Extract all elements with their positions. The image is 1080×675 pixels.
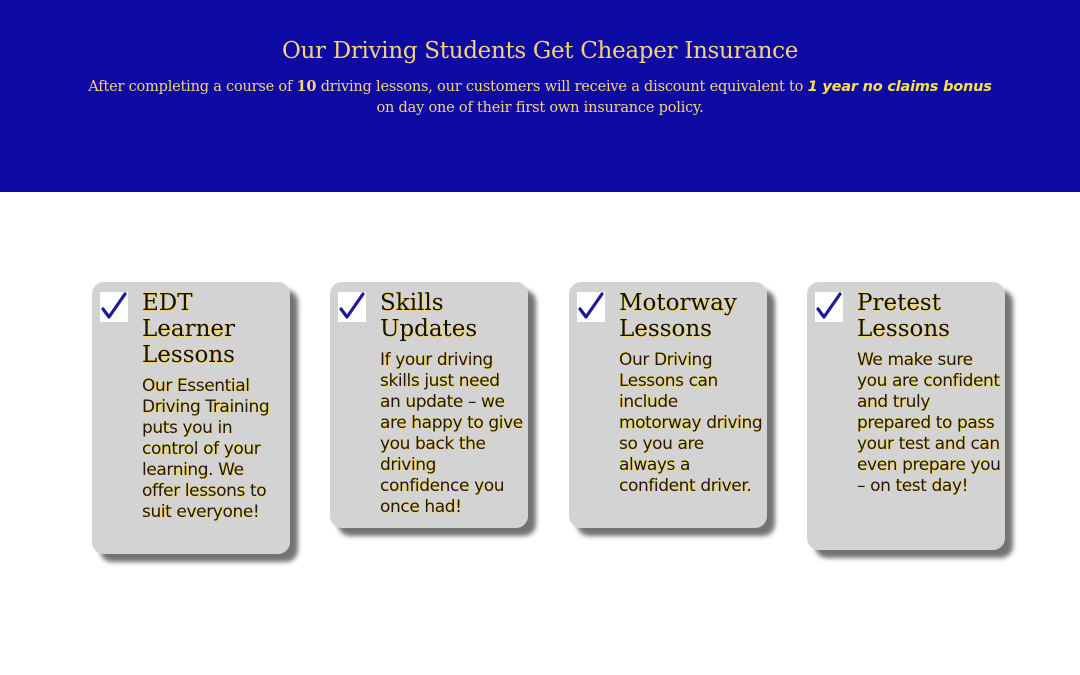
banner-sub-bonus: 1 year no claims bonus (807, 79, 992, 95)
card-title: Skills Updates (380, 290, 478, 342)
card-text: If your driving skills just need an update – we are happy to give you back the driving confidence you once had! (380, 350, 523, 517)
checkmark-icon (815, 292, 843, 322)
banner-subtitle (60, 76, 1020, 119)
card-title: Motorway Lessons (619, 290, 737, 342)
checkmark-icon (100, 292, 128, 322)
card-text: Our Essential Driving Training puts you in control of your learning. We offer lessons to suit everyone! (142, 376, 270, 522)
card-motorway-lessons[interactable] (569, 282, 767, 528)
card-skills-updates[interactable] (330, 282, 528, 528)
banner-sub-before: After completing a course of (88, 79, 297, 95)
checkmark-icon (338, 292, 366, 322)
card-text: Our Driving Lessons can include motorway driving so you are always a confident driver. (619, 350, 763, 496)
checkmark-icon (577, 292, 605, 322)
card-pretest-lessons[interactable] (807, 282, 1005, 550)
banner-title: Our Driving Students Get Cheaper Insurance (281, 38, 799, 64)
card-edt-learner-lessons[interactable] (92, 282, 290, 554)
banner-sub-middle: driving lessons, our customers will receive a discount equivalent to (316, 79, 808, 95)
insurance-banner (0, 0, 1080, 192)
banner-sub-line2: on day one of their first own insurance policy. (376, 100, 704, 116)
banner-sub-count: 10 (296, 78, 317, 95)
card-title: Pretest Lessons (857, 290, 950, 342)
card-text: We make sure you are confident and truly prepared to pass your test and can even prepare you – on test day! (857, 350, 1001, 496)
card-title: EDT Learner Lessons (142, 290, 236, 368)
